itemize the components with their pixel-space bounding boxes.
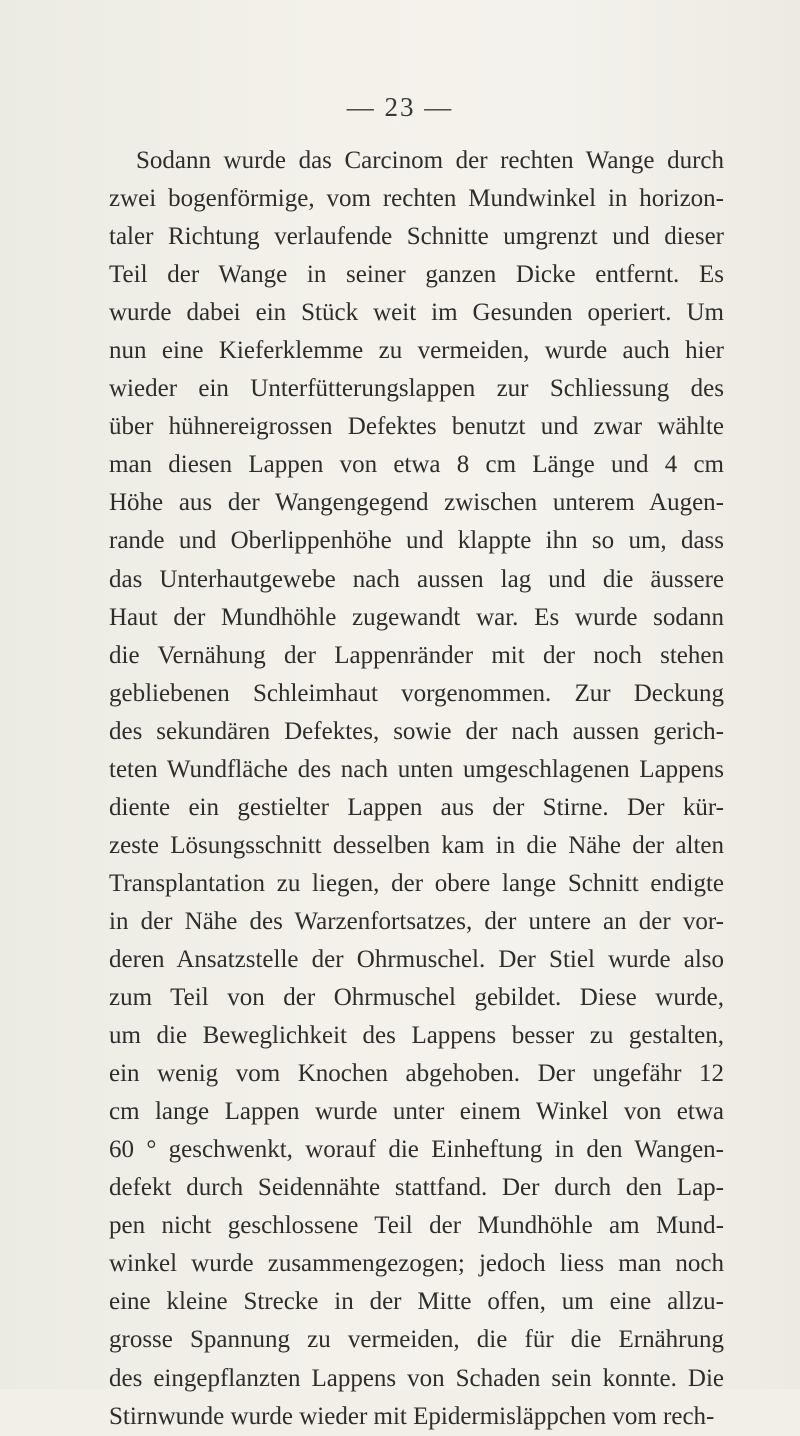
text-line: man diesen Lappen von etwa 8 cm Länge und 4 cm <box>109 451 724 479</box>
body-paragraph <box>109 142 724 1436</box>
text-line: defekt durch Seidennähte stattfand. Der durch den Lap- <box>109 1174 724 1202</box>
text-line: cm lange Lappen wurde unter einem Winkel von etwa <box>109 1098 724 1126</box>
text-line: wurde dabei ein Stück weit im Gesunden operiert. Um <box>109 299 724 327</box>
text-line: des eingepflanzten Lappens von Schaden sein konnte. Die <box>109 1364 724 1392</box>
text-line: des sekundären Defektes, sowie der nach aussen gerich- <box>109 717 724 745</box>
text-line: eine kleine Strecke in der Mitte offen, um eine allzu- <box>109 1288 724 1316</box>
text-line: das Unterhautgewebe nach aussen lag und die äussere <box>109 565 724 593</box>
text-line: wieder ein Unterfütterungslappen zur Schliessung des <box>109 375 724 403</box>
text-line: Teil der Wange in seiner ganzen Dicke entfernt. Es <box>109 261 724 289</box>
text-line: Haut der Mundhöhle zugewandt war. Es wurde sodann <box>109 603 724 631</box>
text-line: über hühnereigrossen Defektes benutzt und zwar wählte <box>109 413 724 441</box>
text-line: grosse Spannung zu vermeiden, die für die Ernährung <box>109 1326 724 1354</box>
text-line: pen nicht geschlossene Teil der Mundhöhle am Mund- <box>109 1212 724 1240</box>
page-number: — 23 — <box>346 92 454 122</box>
text-line: Transplantation zu liegen, der obere lange Schnitt endigte <box>109 869 724 897</box>
text-line: diente ein gestielter Lappen aus der Stirne. Der kür- <box>109 793 724 821</box>
text-line: taler Richtung verlaufende Schnitte umgrenzt und dieser <box>109 223 724 251</box>
text-line: ein wenig vom Knochen abgehoben. Der ungefähr 12 <box>109 1060 724 1088</box>
text-line: 60 ° geschwenkt, worauf die Einheftung in den Wangen- <box>109 1136 724 1164</box>
text-line: um die Beweglichkeit des Lappens besser zu gestalten, <box>109 1022 724 1050</box>
text-line: winkel wurde zusammengezogen; jedoch liess man noch <box>109 1250 724 1278</box>
text-line: zwei bogenförmige, vom rechten Mundwinkel in horizon- <box>109 185 724 213</box>
text-line: in der Nähe des Warzenfortsatzes, der untere an der vor- <box>109 907 724 935</box>
text-line: deren Ansatzstelle der Ohrmuschel. Der Stiel wurde also <box>109 945 724 973</box>
text-line: nun eine Kieferklemme zu vermeiden, wurde auch hier <box>109 337 724 365</box>
text-line: Sodann wurde das Carcinom der rechten Wange durch <box>136 147 724 174</box>
text-line: Stirnwunde wurde wieder mit Epidermisläppchen vom rech- <box>109 1402 715 1430</box>
text-line: zeste Lösungsschnitt desselben kam in die Nähe der alten <box>109 831 724 859</box>
text-line: die Vernähung der Lappenränder mit der noch stehen <box>109 641 724 669</box>
text-line: gebliebenen Schleimhaut vorgenommen. Zur Deckung <box>109 679 724 707</box>
text-line: rande und Oberlippenhöhe und klappte ihn so um, dass <box>109 527 724 555</box>
text-line: zum Teil von der Ohrmuschel gebildet. Diese wurde, <box>109 984 724 1012</box>
text-line: teten Wundfläche des nach unten umgeschlagenen Lappens <box>109 755 724 783</box>
text-line: Höhe aus der Wangengegend zwischen unterem Augen- <box>109 489 724 517</box>
